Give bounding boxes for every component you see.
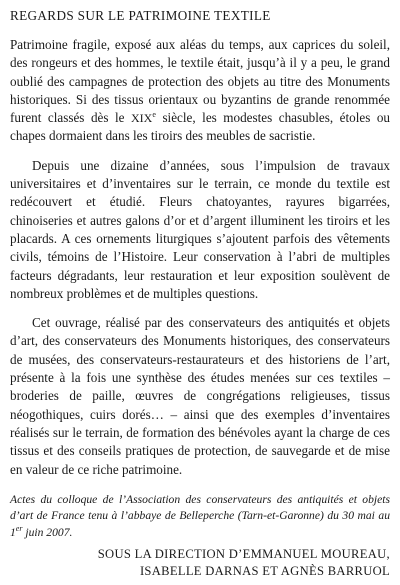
editors-line-2: ISABELLE DARNAS ET AGNÈS BARRUOL [139, 563, 390, 578]
body-text [10, 36, 390, 479]
colophon-text-a: Actes du colloque de l’Association des conservateurs des antiquités et objets d’art de France tenu à l’abbaye de Belleperche (Tarn-et-Garonne) du 30 mai au 1 [10, 492, 390, 539]
paragraph-book-content: Cet ouvrage, réalisé par des conservateurs des antiquités et objets d’art, des conservateurs des Monuments historiques, des conservateurs de musées, des conservateurs-restaurateurs et des historiens de l’art, présente à la fois une synthèse des études menées sur ces textiles – broderies de paille, œuvres de congrégations religieuses, tissus néogothiques, cuirs dorés… – ainsi que des exemples d’inventaires réalisés sur le terrain, de formation des bénévoles ayant la charge de ces tissus et des conseils pratiques de protection, de sauvegarde et de mise en valeur de ce riche patrimoine. [10, 315, 390, 477]
paragraph-intro-text-b: siècle, les modestes chasubles, étoles ou chapes dormaient dans les tiroirs des meubles de sacristie. [10, 110, 390, 144]
paragraph-intro-text-a: Patrimoine fragile, exposé aux aléas du temps, aux caprices du soleil, des rongeurs et des hommes, le textile était, jusqu’à il y a peu, le grand oublié des campagnes de protection des objets au titre des Monuments historiques. Si des tissus orientaux ou byzantins de grande renommée furent classés dès le [10, 37, 390, 126]
colophon-superscript: er [15, 523, 23, 533]
colophon-text-b: juin 2007. [22, 525, 73, 539]
page-heading: REGARDS SUR LE PATRIMOINE TEXTILE [10, 8, 271, 23]
century-numeral: XIX [131, 111, 153, 126]
editors-line-1: SOUS LA DIRECTION D’EMMANUEL MOUREAU, [97, 547, 390, 561]
paragraph-rediscovery: Depuis une dizaine d’années, sous l’impulsion de travaux universitaires et d’inventaires sur le terrain, ce monde du textile est redécouvert et étudié. Fleurs chatoyantes, rayures bigarrées, chinoiseries et autres galons d’or et d’argent illuminent les tiroirs et les placards. A ces ornements liturgiques s’ajoutent parfois des vêtements civils, témoins de l’Histoire. Leur conservation à l’abri de multiples facteurs dégradants, leur restauration et leur exposition soulèvent de nombreux problèmes et de multiples questions. [10, 157, 390, 301]
paragraph-intro [10, 36, 390, 146]
back-cover-page [10, 8, 390, 541]
colophon [10, 492, 390, 541]
century-superscript: e [152, 110, 156, 120]
editors-credit [98, 546, 390, 579]
